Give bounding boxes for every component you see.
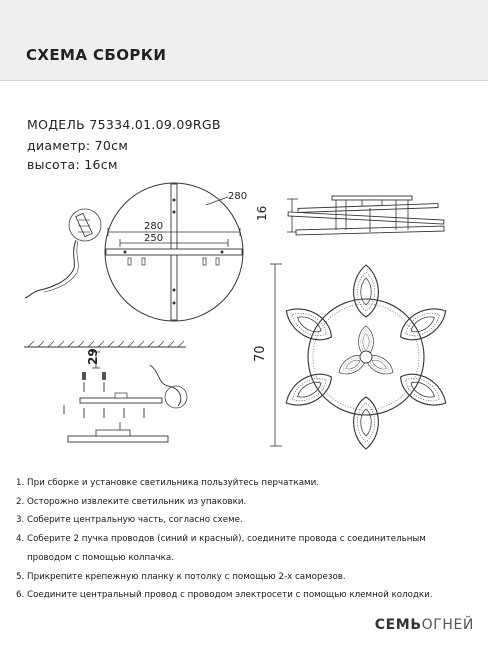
plate-dim-280: 280 — [144, 221, 164, 232]
model-name: МОДЕЛЬ 75334.01.09.09RGB — [27, 117, 221, 132]
model-height: высота: 16см — [27, 157, 118, 172]
model-diameter: диаметр: 70см — [27, 138, 129, 153]
instruction-step-2: 2. Осторожно извлеките светильник из упаковки. — [16, 496, 247, 507]
instruction-step-4-line2: проводом с помощью колпачка. — [27, 552, 174, 563]
side-view-drawing — [287, 196, 444, 235]
instruction-step-4 — [16, 530, 486, 549]
height-dim-label: 16 — [255, 205, 269, 221]
diameter-dim-label: 70 — [253, 345, 268, 362]
mounting-plate-drawing — [105, 183, 243, 321]
instruction-step-4-cont — [16, 549, 486, 568]
instruction-step-4-line1: 4. Соберите 2 пучка проводов (синий и красный), соедините провода с соединительным — [16, 534, 426, 545]
wire-connector-drawing — [25, 209, 101, 298]
instruction-step-5: 5. Прикрепите крепежную планку к потолку с помощью 2-х саморезов. — [16, 571, 346, 582]
instruction-step-3: 3. Соберите центральную часть, согласно схеме. — [16, 515, 243, 526]
brand-bold: СЕМЬ — [374, 617, 422, 633]
top-view-drawing — [270, 264, 452, 449]
plate-dim-250: 250 — [144, 233, 164, 244]
instruction-step-6: 6. Соедините центральный провод с проводом электросети с помощью клемной колодки. — [16, 590, 433, 601]
instructions-list — [16, 474, 486, 605]
ceiling-dim-label: 29 — [86, 348, 100, 365]
page-title: СХЕМА СБОРКИ — [26, 46, 167, 64]
instruction-step-1: 1. При сборке и установке светильника пользуйтесь перчатками. — [16, 478, 320, 488]
brand-logo — [375, 617, 474, 633]
brand-regular: ОГНЕЙ — [421, 617, 474, 633]
ceiling-install-drawing — [24, 341, 187, 442]
plate-dim-280-top: 280 — [228, 191, 248, 202]
